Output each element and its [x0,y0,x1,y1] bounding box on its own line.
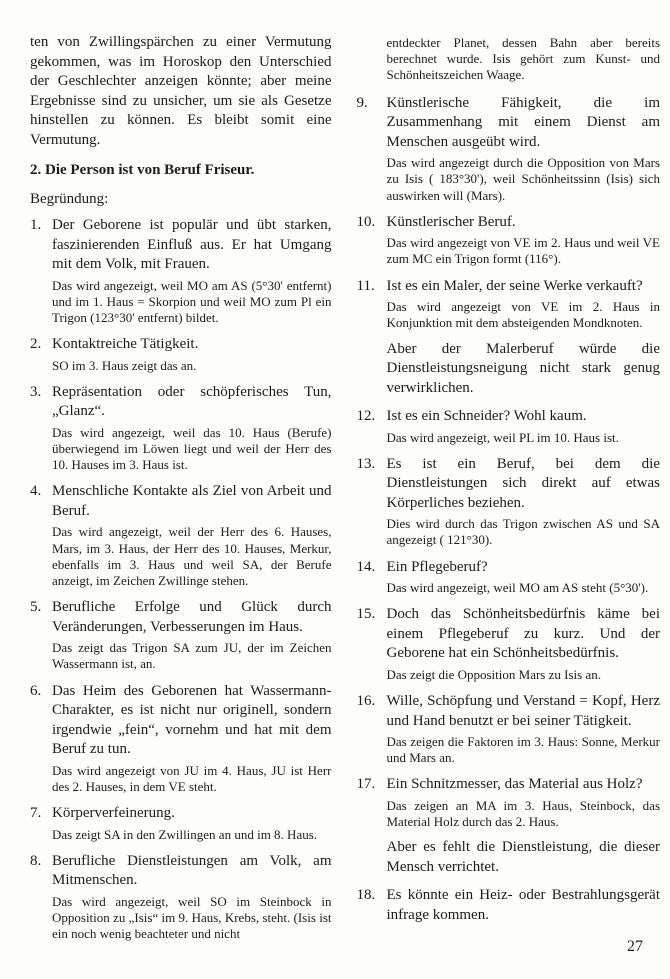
item-body [52,335,332,374]
list-item-10 [357,213,661,268]
item-text: Das Heim des Geborenen hat Wassermann-Charakter, es ist nicht nur originell, sondern irgendwie „fein“, vornehm und hat mit dem Beruf zu tun. [52,682,332,758]
item-number: 8. [30,852,42,869]
subheading-begruendung: Begründung: [30,190,109,207]
item-note: Das zeigt die Opposition Mars zu Isis an. [386,666,601,682]
item-text: Körperverfeinerung. [52,805,175,822]
item-note: Das zeigt SA in den Zwillingen an und im 8. Haus. [52,826,318,842]
item-body [387,692,661,766]
item-number: 14. [356,558,376,575]
item-body [52,482,332,589]
item-note: Das wird angezeigt von VE im 2. Haus und weil VE zum MC ein Trigon formt (116°). [386,235,660,267]
list-item-18 [357,886,661,925]
list-item-13 [357,455,661,549]
list-item-14 [357,558,661,597]
intro-paragraph: ten von Zwillingspärchen zu einer Vermutung gekommen, was im Horoskop den Unterschied der Geschlechter anzeigen könnte; aber meine Ergebnisse sind zu unsicher, um sie als Gesetze hinstellen zu können. Es bleibt somit eine Vermutung. [30,34,332,148]
section-heading: 2. Die Person ist von Beruf Friseur. [30,162,255,178]
item-body [387,886,661,925]
item-text: Berufliche Erfolge und Glück durch Veränderungen, Verbesserungen im Haus. [52,599,332,635]
item-number: 7. [30,805,42,822]
item-body [387,94,661,204]
item-text: Der Geborene ist populär und übt starken, faszinierenden Einfluß aus. Er hat Umgang mit dem Volk, mit Frauen. [52,217,332,272]
item-note: Das wird angezeigt, weil das 10. Haus (Berufe) überwiegend im Löwen liegt und weil der Herr des 10. Hauses im 3. Haus ist. [52,424,332,473]
item-body [387,277,661,398]
item-number: 5. [30,599,42,616]
item-number: 16. [356,693,376,710]
list-item-6 [30,682,332,795]
list-item-7 [30,804,332,843]
item-number: 3. [30,383,42,400]
item-note: Das wird angezeigt durch die Opposition von Mars zu Isis ( 183°30'), weil Schönheitssinn (Isis) sich auswirken will (Mars). [386,155,660,203]
list-item-12 [357,407,661,446]
list-item-11 [357,277,661,398]
two-column-layout [30,33,660,951]
item-text: Ist es ein Schneider? Wohl kaum. [386,408,587,425]
list-item-8 [30,852,332,943]
item-body [387,455,661,549]
item-body [52,682,332,795]
list-item-16 [357,692,661,766]
item-text: Künstlerischer Beruf. [386,213,516,230]
item-number: 1. [30,217,42,233]
item-comment: Aber der Malerberuf würde die Dienstleistungsneigung nicht stark genug verwirklichen. [386,340,660,396]
left-column [30,33,332,951]
item-note: Das wird angezeigt von JU im 4. Haus, JU ist Herr des 2. Hauses, in dem VE steht. [52,762,332,794]
item-note: Das wird angezeigt von VE im 2. Haus in Konjunktion mit dem absteigenden Mondknoten. [386,299,660,331]
item-text: Kontaktreiche Tätigkeit. [52,336,199,353]
item-text: Menschliche Kontakte als Ziel von Arbeit und Beruf. [52,483,332,519]
item-body [387,213,661,268]
item-note: Das zeigen die Faktoren im 3. Haus: Sonne, Merkur und Mars an. [386,734,660,766]
item-comment: Aber es fehlt die Dienstleistung, die dieser Mensch verrichtet. [386,839,660,875]
page-number: 27 [627,938,643,955]
item-body [52,383,332,474]
list-item-9 [357,94,661,204]
item-text: Doch das Schönheitsbedürfnis käme bei einem Pflegeberuf zu kurz. Und der Geborene hat ein Schönheitsbedürfnis. [386,606,660,662]
item-body [52,852,332,943]
item-text: Wille, Schöpfung und Verstand = Kopf, Herz und Hand benutzt er bei seiner Tätigkeit. [386,693,660,729]
item-number: 10. [356,213,376,230]
item-text: Künstlerische Fähigkeit, die im Zusammenhang mit einem Dienst am Menschen ausgeübt wird. [386,94,660,150]
item-number: 18. [356,887,376,904]
item-body [52,598,332,672]
item-number: 15. [356,606,376,623]
item-number: 13. [356,455,376,472]
item-body [52,216,332,326]
item-note: SO im 3. Haus zeigt das an. [52,357,197,373]
list-item-15 [357,605,661,683]
item-text: Es könnte ein Heiz- oder Bestrahlungsgerät infrage kommen. [386,887,660,923]
carryover-note: entdeckter Planet, dessen Bahn aber bereits berechnet wurde. Isis gehört zum Kunst- und Schönheitszeichen Waage. [386,35,660,83]
item-note: Das wird angezeigt, weil der Herr des 6. Hauses, Mars, im 3. Haus, der Herr des 10. Hauses, Merkur, ebenfalls im 3. Haus und weil SA, der Berufe anzeigt, im Zeichen Zwillinge stehen. [52,524,332,589]
list-item-3 [30,383,332,474]
item-note: Das wird angezeigt, weil PL im 10. Haus ist. [386,429,619,445]
item-body [387,775,661,877]
list-item-4 [30,482,332,589]
item-text: Ist es ein Maler, der seine Werke verkauft? [386,277,643,294]
item-note: Das wird angezeigt, weil MO am AS (5°30' entfernt) und im 1. Haus = Skorpion und weil MO zum Pl ein Trigon (123°30' entfernt) bildet. [52,277,332,325]
item-text: Ein Pflegeberuf? [386,558,488,575]
item-text: Repräsentation oder schöpferisches Tun, „Glanz“. [52,383,332,420]
item-note: Das wird angezeigt, weil MO am AS steht (5°30'). [386,580,649,596]
item-note: Das zeigen an MA im 3. Haus, Steinbock, das Material Holz durch das 2. Haus. [386,797,660,830]
item-note: Das zeigt das Trigon SA zum JU, der im Zeichen Wassermann ist, an. [52,640,332,672]
right-column [357,33,661,951]
item-number: 9. [356,94,368,111]
item-note: Das wird angezeigt, weil SO im Steinbock in Opposition zu „Isis“ im 9. Haus, Krebs, steht. (Isis ist ein noch wenig beachteter und nicht [52,893,332,942]
item-number: 11. [356,277,375,294]
item-note: Dies wird durch das Trigon zwischen AS und SA angezeigt ( 121°30). [386,516,660,548]
item-number: 17. [356,776,376,793]
item-body [387,605,661,683]
item-text: Ein Schnitzmesser, das Material aus Holz? [386,776,643,793]
list-item-1 [30,216,332,326]
item-number: 4. [30,483,42,500]
list-item-2 [30,335,332,374]
item-body [387,407,661,446]
item-body [52,804,332,843]
item-number: 2. [30,336,42,353]
item-number: 6. [30,682,42,699]
item-text: Es ist ein Beruf, bei dem die Dienstleistungen sich direkt auf etwas Körperliches beziehen. [386,455,660,511]
list-item-5 [30,598,332,672]
list-item-17 [357,775,661,877]
item-body [387,558,661,597]
item-text: Berufliche Dienstleistungen am Volk, am Mitmenschen. [52,852,332,889]
item-number: 12. [356,408,376,425]
